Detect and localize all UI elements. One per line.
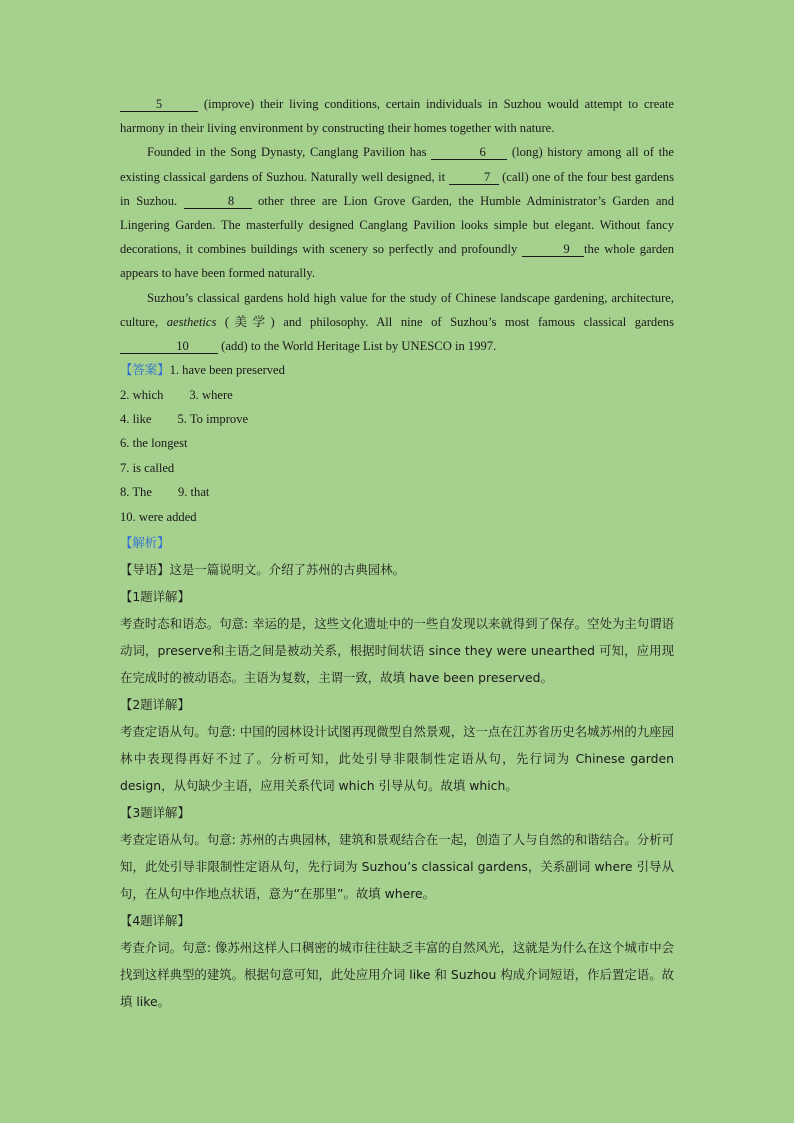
document-page (120, 92, 674, 1015)
answer-3: 3. where (189, 387, 233, 402)
q3-heading: 【3题详解】 (120, 805, 190, 821)
analysis-guide: 【导语】这是一篇说明文。介绍了苏州的古典园林。 (120, 562, 405, 578)
passage-p2-text-4: other three are Lion Grove Garden, the Humble Administrator’s Garden and Lingering Garden. The masterfully designed Canglang Pavilion looks simple but elegant. Without fancy decorations, it combines buildings with scenery so perfectly and profoundly (120, 193, 675, 257)
q2-heading: 【2题详解】 (120, 697, 190, 713)
blank-9: 9 (522, 242, 584, 257)
answer-row-4 (120, 431, 674, 455)
blank-6: 6 (431, 145, 507, 160)
passage-p2-text-3: (call) one of the four best gardens in Suzhou. (120, 169, 675, 208)
passage-p2-text-1: Founded in the Song Dynasty, Canglang Pavilion has (147, 145, 427, 160)
answer-row-5 (120, 456, 674, 480)
answer-row-7 (120, 505, 674, 529)
passage-p3-text-2: (美学) and philosophy. All nine of Suzhou’s most famous classical gardens (224, 314, 674, 329)
answer-tag: 【答案】 (120, 362, 170, 378)
answer-7: 7. is called (120, 460, 175, 475)
passage-p3-text-3: (add) to the World Heritage List by UNESCO in 1997. (221, 339, 497, 354)
answer-row-6 (120, 480, 674, 504)
q3-explanation: 考查定语从句。句意: 苏州的古典园林，建筑和景观结合在一起，创造了人与自然的和谐结合。分析可知，此处引导非限制性定语从句，先行词为 Suzhou’s classical gardens，关系副词 where 引导从句，在从句中作地点状语，意为“在那里”。故填 where。 (120, 832, 674, 902)
q2-explanation: 考查定语从句。句意: 中国的园林设计试图再现微型自然景观，这一点在江苏省历史名城苏州的九座园林中表现得再好不过了。分析可知，此处引导非限制性定语从句，先行词为 Chinese garden design，从句缺少主语，应用关系代词 which 引导从句。故填 which。 (120, 724, 674, 794)
passage-paragraph-2 (120, 140, 674, 285)
blank-10: 10 (120, 339, 218, 354)
answer-4: 4. like (120, 412, 152, 427)
answer-10: 10. were added (120, 509, 197, 524)
blank-7: 7 (449, 170, 499, 185)
answer-8: 8. The (120, 485, 152, 500)
answer-row-2 (120, 383, 674, 407)
blank-8: 8 (184, 194, 252, 209)
passage-p2-text-2: (long) history among all of the existing classical gardens of Suzhou. Naturally well designed, it (120, 145, 674, 184)
answer-9: 9. that (177, 485, 210, 500)
answer-1: 1. have been preserved (169, 363, 285, 378)
passage-p1-text: (improve) their living conditions, certain individuals in Suzhou would attempt to create harmony in their living environment by constructing their homes together with nature. (120, 97, 674, 136)
passage-p3-text-1: Suzhou’s classical gardens hold high value for the study of Chinese landscape gardening, architecture, culture, (120, 290, 674, 329)
q1-heading: 【1题详解】 (120, 589, 190, 605)
answer-2: 2. which (120, 387, 164, 402)
passage-paragraph-3 (120, 286, 674, 359)
blank-5: 5 (120, 97, 198, 112)
passage-p2-text-5: the whole garden appears to have been formed naturally. (120, 242, 675, 281)
answer-row-1 (120, 358, 674, 382)
answer-5: 5. To improve (177, 412, 249, 427)
answer-6: 6. the longest (120, 436, 188, 451)
q1-explanation: 考查时态和语态。句意: 幸运的是，这些文化遗址中的一些自发现以来就得到了保存。空处为主句谓语动词，preserve和主语之间是被动关系，根据时间状语 since they were unearthed 可知，应用现在完成时的被动语态。主语为复数，主谓一致，故填 have been preserved。 (120, 616, 674, 686)
q4-heading: 【4题详解】 (120, 913, 190, 929)
answer-row-3 (120, 407, 674, 431)
passage-paragraph-1 (120, 92, 674, 140)
analysis-tag: 【解析】 (120, 535, 170, 551)
passage-p3-italic-word: aesthetics (166, 314, 217, 329)
q4-explanation: 考查介词。句意: 像苏州这样人口稠密的城市往往缺乏丰富的自然风光，这就是为什么在这个城市中会找到这样典型的建筑。根据句意可知，此处应用介词 like 和 Suzhou 构成介词短语，作后置定语。故填 like。 (120, 940, 674, 1010)
